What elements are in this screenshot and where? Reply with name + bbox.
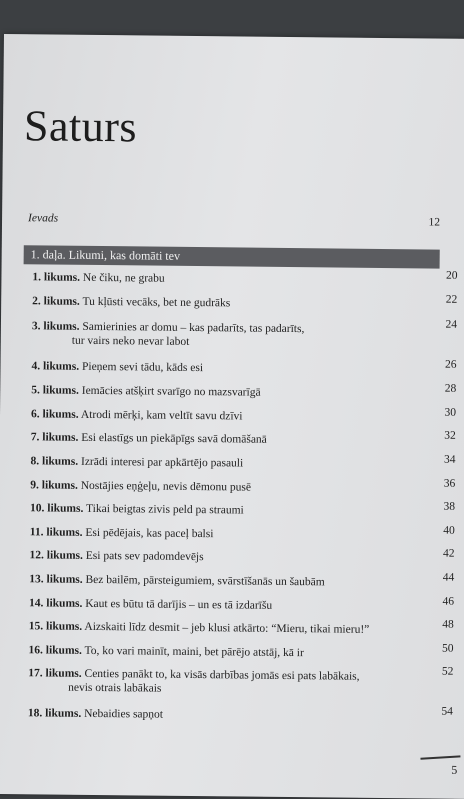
table-of-contents xyxy=(27,269,458,721)
toc-entry xyxy=(31,407,456,425)
law-title: Izrādi interesi par apkārtējo pasauli xyxy=(80,455,244,470)
entry-text xyxy=(30,479,251,493)
law-number: 8. likums. xyxy=(30,455,79,468)
law-title: To, ko vari mainīt, maini, bet pārējo atstāj, kā ir xyxy=(84,644,304,660)
law-title: Ne čiku, ne grabu xyxy=(82,271,165,285)
law-number: 12. likums. xyxy=(29,549,83,562)
toc-entry xyxy=(29,596,454,614)
entry-page-number: 30 xyxy=(444,406,457,419)
entry-text xyxy=(29,573,325,588)
entry-page-number: 34 xyxy=(444,453,456,466)
toc-entry xyxy=(31,359,456,377)
law-title-continued: nevis otrais labākais xyxy=(68,681,162,695)
entry-page-number: 24 xyxy=(445,318,458,331)
law-title: Aizskaiti līdz desmit – jeb klusi atkārto: “Mieru, tikai mieru!” xyxy=(84,620,370,636)
law-number: 13. likums. xyxy=(29,573,83,586)
intro-page-number: 12 xyxy=(428,216,441,229)
entry-page-number: 46 xyxy=(442,595,455,608)
law-number: 9. likums. xyxy=(30,479,78,492)
entry-text xyxy=(32,271,164,284)
law-title: Nebaidies sapņot xyxy=(84,707,164,721)
toc-entry xyxy=(32,319,457,351)
entry-page-number: 48 xyxy=(442,618,454,631)
law-title: Pieņem sevi tādu, kāds esi xyxy=(81,360,204,375)
law-title: Atrodi mērķi, kam veltīt savu dzīvi xyxy=(80,408,243,423)
toc-entry xyxy=(32,294,457,312)
entry-text xyxy=(28,644,303,659)
entry-text xyxy=(30,502,244,516)
entry-page-number: 50 xyxy=(442,642,454,655)
law-number: 7. likums. xyxy=(30,431,79,444)
law-title: Esi pēdējais, kas paceļ balsi xyxy=(85,526,214,541)
law-number: 1. likums. xyxy=(32,271,81,284)
footer-rule xyxy=(420,755,460,759)
toc-entry xyxy=(29,548,454,566)
law-title: Centies panākt to, ka visās darbības jomās esi pats labākais, xyxy=(84,667,360,683)
entry-page-number: 52 xyxy=(441,665,454,678)
law-number: 14. likums. xyxy=(28,597,83,610)
law-title: Esi pats sev padomdevējs xyxy=(85,549,204,564)
entry-text xyxy=(30,526,214,540)
law-title: Nostājies eņģeļu, nevis dēmonu pusē xyxy=(80,479,252,494)
toc-entry xyxy=(30,501,455,519)
entry-page-number: 28 xyxy=(444,382,457,395)
toc-entry xyxy=(31,430,456,448)
page-title: Saturs xyxy=(23,101,138,152)
entry-page-number: 38 xyxy=(443,500,456,513)
law-number: 18. likums. xyxy=(27,707,82,720)
law-title: Kaut es būtu tā darījis – un es tā izdarīšu xyxy=(85,597,273,612)
toc-entry xyxy=(28,706,453,724)
law-number: 10. likums. xyxy=(29,502,84,515)
law-title-continued: tur vairs neko nevar labot xyxy=(71,334,190,348)
law-number: 17. likums. xyxy=(28,667,82,680)
toc-entry xyxy=(29,572,454,590)
law-number: 5. likums. xyxy=(31,384,79,397)
entry-text xyxy=(28,707,163,720)
entry-text xyxy=(31,360,203,374)
entry-text xyxy=(31,431,267,445)
entry-page-number: 26 xyxy=(444,358,457,371)
entry-page-number: 22 xyxy=(445,293,458,306)
entry-text xyxy=(32,295,230,309)
law-title: Esi elastīgs un piekāpīgs savā domāšanā xyxy=(81,431,267,446)
part-heading: 1. daļa. Likumi, kas domāti tev xyxy=(24,245,440,268)
entry-page-number: 40 xyxy=(443,524,455,537)
footer-page-number: 5 xyxy=(451,762,458,777)
law-number: 15. likums. xyxy=(28,620,83,633)
entry-text xyxy=(29,620,370,636)
toc-entry xyxy=(28,643,453,661)
entry-text xyxy=(31,384,260,398)
law-number: 3. likums. xyxy=(31,320,80,333)
entry-page-number: 20 xyxy=(445,269,458,282)
entry-page-number: 32 xyxy=(444,429,456,442)
law-title: Tu kļūsti vecāks, bet ne gudrāks xyxy=(82,295,231,310)
law-number: 16. likums. xyxy=(28,644,82,657)
law-title: Iemācies atšķirt svarīgo no mazsvarīgā xyxy=(81,384,261,399)
law-title: Samierinies ar domu – kas padarīts, tas padarīts, xyxy=(82,320,305,336)
law-number: 6. likums. xyxy=(30,408,79,421)
law-number: 2. likums. xyxy=(32,295,80,308)
book-page xyxy=(0,34,464,799)
law-title: Tikai beigtas zivis peld pa straumi xyxy=(86,502,244,517)
entry-text xyxy=(30,455,243,469)
entry-page-number: 36 xyxy=(443,477,456,490)
law-number: 4. likums. xyxy=(31,360,80,373)
toc-entry xyxy=(32,270,457,288)
toc-entry xyxy=(28,666,453,698)
toc-entry xyxy=(30,478,455,496)
entry-page-number: 54 xyxy=(441,705,453,718)
toc-entry xyxy=(29,619,454,637)
intro-label: Ievads xyxy=(28,212,59,225)
entry-page-number: 42 xyxy=(443,547,455,560)
toc-entry xyxy=(30,454,455,472)
entry-page-number: 44 xyxy=(442,571,455,584)
entry-text xyxy=(29,597,272,612)
entry-text xyxy=(31,408,243,422)
intro-entry xyxy=(28,212,440,228)
law-number: 11. likums. xyxy=(29,526,83,539)
entry-text xyxy=(29,549,203,563)
law-title: Bez bailēm, pārsteigumiem, svārstīšanās un šaubām xyxy=(85,573,325,589)
toc-entry xyxy=(30,525,455,543)
toc-entry xyxy=(31,383,456,401)
